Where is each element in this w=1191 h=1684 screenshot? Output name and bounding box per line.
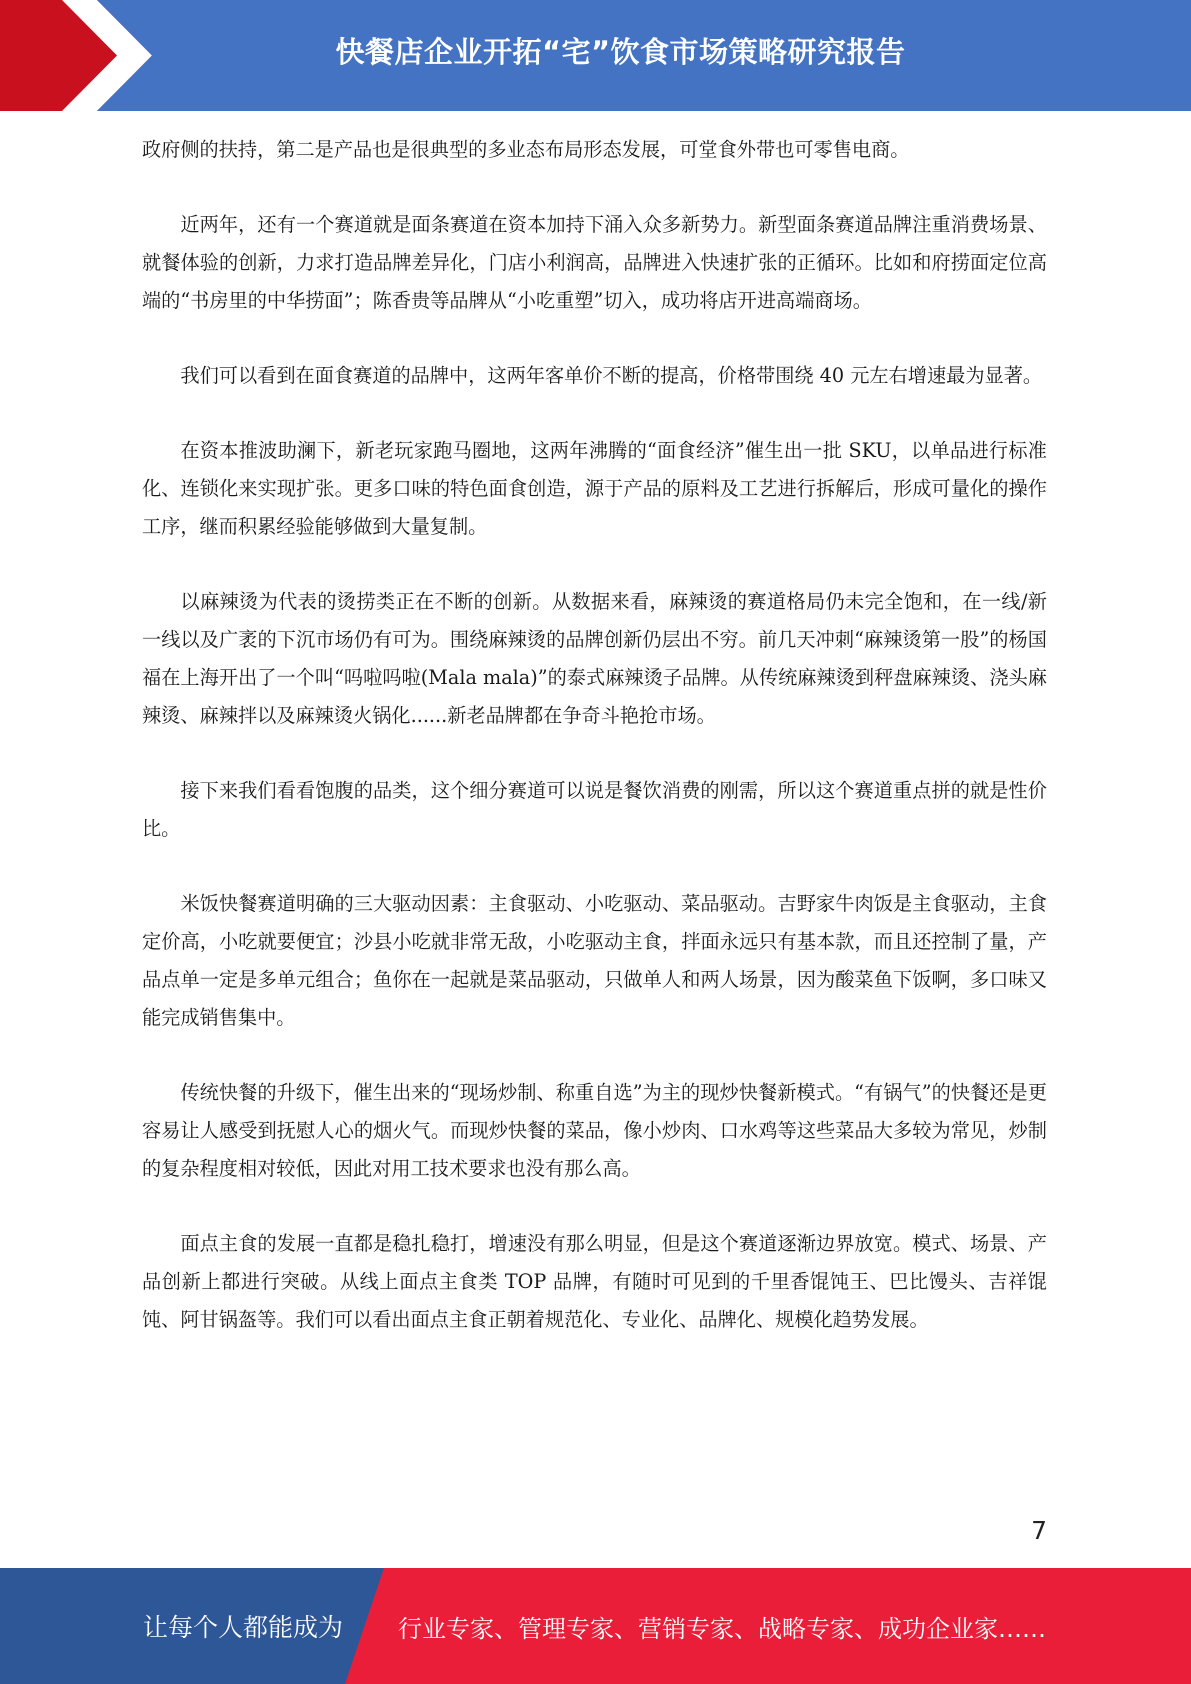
report-title: 快餐店企业开拓“宅”饮食市场策略研究报告 bbox=[335, 34, 906, 69]
page-header bbox=[0, 0, 1191, 111]
footer-slogan-left: 让每个人都能成为 bbox=[143, 1613, 344, 1642]
page-number: 7 bbox=[1031, 1516, 1047, 1545]
paragraph: 我们可以看到在面食赛道的品牌中，这两年客单价不断的提高，价格带围绕 40 元左右增速最为显著。 bbox=[180, 364, 1043, 387]
paragraph: 接下来我们看看饱腹的品类，这个细分赛道可以说是餐饮消费的刚需，所以这个赛道重点拼的就是性价比。 bbox=[142, 779, 1047, 840]
paragraph: 政府侧的扶持，第二是产品也是很典型的多业态布局形态发展，可堂食外带也可零售电商。 bbox=[142, 138, 910, 161]
paragraph: 面点主食的发展一直都是稳扎稳打，增速没有那么明显，但是这个赛道逐渐边界放宽。模式、场景、产品创新上都进行突破。从线上面点主食类 TOP 品牌，有随时可见到的千里香馄饨王、巴比馒头、吉祥馄饨、阿甘锅盔等。我们可以看出面点主食正朝着规范化、专业化、品牌化、规模化趋势发展。 bbox=[142, 1232, 1047, 1331]
paragraph: 近两年，还有一个赛道就是面条赛道在资本加持下涌入众多新势力。新型面条赛道品牌注重消费场景、就餐体验的创新，力求打造品牌差异化，门店小利润高，品牌进入快速扩张的正循环。比如和府捞面定位高端的“书房里的中华捞面”；陈香贵等品牌从“小吃重塑”切入，成功将店开进高端商场。 bbox=[142, 213, 1047, 312]
paragraph: 传统快餐的升级下，催生出来的“现场炒制、称重自选”为主的现炒快餐新模式。“有锅气”的快餐还是更容易让人感受到抚慰人心的烟火气。而现炒快餐的菜品，像小炒肉、口水鸡等这些菜品大多较为常见，炒制的复杂程度相对较低，因此对用工技术要求也没有那么高。 bbox=[142, 1081, 1047, 1180]
body-text bbox=[142, 131, 1047, 1376]
red-chevron-arrow-icon bbox=[0, 0, 160, 111]
paragraph: 以麻辣烫为代表的烫捞类正在不断的创新。从数据来看，麻辣烫的赛道格局仍未完全饱和，在一线/新一线以及广袤的下沉市场仍有可为。围绕麻辣烫的品牌创新仍层出不穷。前几天冲刺“麻辣烫第一股”的杨国福在上海开出了一个叫“吗啦吗啦(Mala mala)”的泰式麻辣烫子品牌。从传统麻辣烫到秤盘麻辣烫、浇头麻辣烫、麻辣拌以及麻辣烫火锅化......新老品牌都在争奇斗艳抢市场。 bbox=[142, 590, 1047, 727]
paragraph: 在资本推波助澜下，新老玩家跑马圈地，这两年沸腾的“面食经济”催生出一批 SKU，以单品进行标准化、连锁化来实现扩张。更多口味的特色面食创造，源于产品的原料及工艺进行拆解后，形成可量化的操作工序，继而积累经验能够做到大量复制。 bbox=[142, 439, 1047, 538]
footer-slogan-right: 行业专家、管理专家、营销专家、战略专家、成功企业家…… bbox=[398, 1614, 1046, 1643]
paragraph: 米饭快餐赛道明确的三大驱动因素：主食驱动、小吃驱动、菜品驱动。吉野家牛肉饭是主食驱动，主食定价高，小吃就要便宜；沙县小吃就非常无敌，小吃驱动主食，拌面永远只有基本款，而且还控制了量，产品点单一定是多单元组合；鱼你在一起就是菜品驱动，只做单人和两人场景，因为酸菜鱼下饭啊，多口味又能完成销售集中。 bbox=[142, 892, 1047, 1029]
page-footer bbox=[0, 1568, 1191, 1684]
